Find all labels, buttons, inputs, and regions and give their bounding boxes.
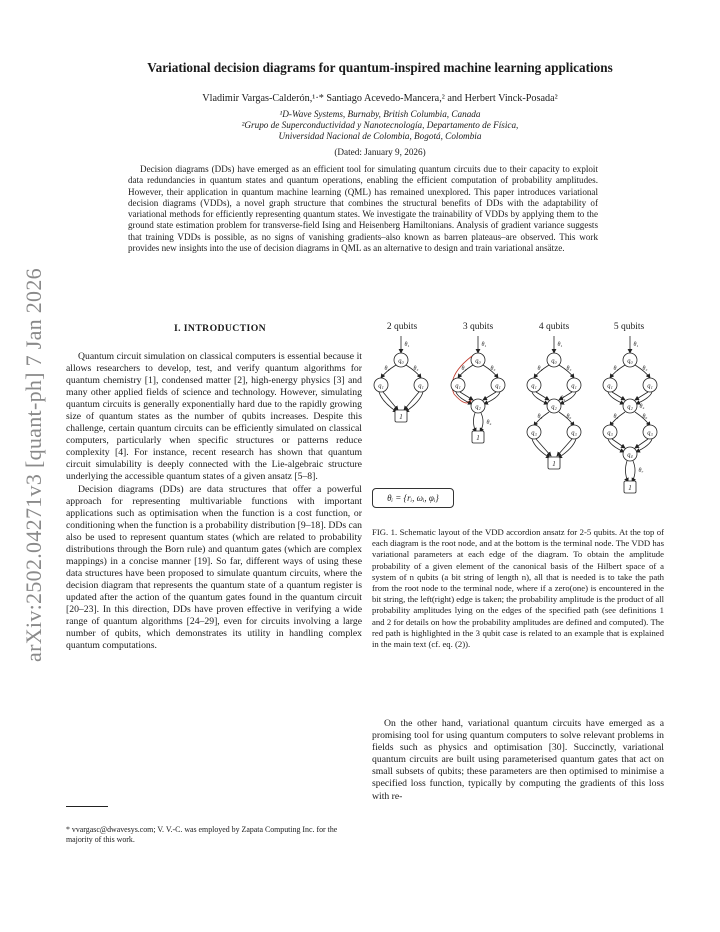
right-paragraph: On the other hand, variational quantum circuits have emerged as a promising tool for using quantum computers to solve relevant problems in fields such as physics and optimisation [30]. Succinctly, variational quantum circuits are built using parameterised quantum gates that act on small subsets of qubits; these parameters are then optimised to minimise a specified loss function, typically by computing the gradients of this loss with re-: [372, 718, 664, 802]
node-4q-r1-label: q₁: [571, 382, 577, 390]
node-5q-l3-label: q₃: [607, 429, 613, 437]
node-3q-r-label: q₁: [495, 382, 501, 390]
author-list: Vladimir Vargas-Calderón,¹·* Santiago Acevedo-Mancera,² and Herbert Vinck-Posada²: [202, 93, 558, 104]
affiliation-1: ¹D-Wave Systems, Burnaby, British Columbia, Canada: [279, 109, 481, 119]
edge-4q-l: [558, 439, 576, 458]
node-2q-l-label: q₁: [378, 382, 384, 390]
theta6-4q: θ₆: [566, 414, 572, 420]
node-4q-r3-label: q₃: [571, 429, 577, 437]
node-4q-l3-label: q₃: [531, 429, 537, 437]
node-2q-r-label: q₁: [418, 382, 424, 390]
theta3-2q: θ₃: [413, 366, 419, 372]
theta3-3q: θ₃: [490, 366, 496, 372]
edge-5q-n: [632, 461, 635, 482]
theta1-3: θ₁: [481, 342, 487, 348]
figure-caption: FIG. 1. Schematic layout of the VDD accordion ansatz for 2-5 qubits. At the top of each diagram is the root node, and at the bottom is the terminal node. The VDD has variational parameters at each edge of the diagram. To obtain the amplitude probability of a given element of the canonical basis of the Hilbert space of a system of n qubits (a bit string of length n), all that is needed is to take the path from the root node to the terminal node, where if a zero(one) is encountered in the bit string, the left(right) edge is taken; the probability amplitude is the product of all probability amplitudes lying on the edges of the specified path (see definitions 1 and 2 for details on how the probability amplitudes are defined and computed). The red path is highlighted in the 3 qubit case is related to an example that is explained in the main text (cf. eq. (2)).: [372, 527, 664, 650]
theta3-4q: θ₃: [566, 366, 572, 372]
section-heading: I. INTRODUCTION: [173, 323, 267, 334]
terminal-4q-label: 1: [552, 460, 556, 468]
theta2-3q: θ₂: [461, 366, 467, 372]
theta5-5q: θ₅: [613, 414, 619, 420]
affiliation-2: ²Grupo de Superconductividad y Nanotecnología, Departamento de Física,: [241, 120, 519, 130]
intro-paragraph-2: Decision diagrams (DDs) are data structures that offer a powerful approach for representing multivariable functions with important applications such as optimisation when the function is a cost function, or conditioning when the function is a probability distribution [9–18]. DDs can also be used to represent quantum states (which are related to probability distributions through the Born rule) and quantum gates (which are complex mappings) in a concise manner [19]. So far, different ways of using these data structures have been proposed to simulate quantum circuits, where the decision diagram that represents the quantum state of a quantum register is updated after the action of the quantum gates found in the quantum circuit [20–23]. In this direction, DDs have proven effective in verifying a wide range of quantum algorithms [24–29], even for circuits involving a large number of qubits, which demonstrates its utility in handling complex quantum computations.: [66, 483, 362, 652]
panel-label-2-qubits: 2 qubits: [386, 322, 418, 332]
arxiv-stamp: [12, 250, 56, 680]
panel-label-4-qubits: 4 qubits: [538, 322, 570, 332]
arxiv-stamp-text: arXiv:2502.04271v3 [quant-ph] 7 Jan 2026: [21, 268, 47, 662]
root-node-5-label: q₀: [627, 357, 633, 365]
theta4-4q: θ₄: [560, 396, 566, 402]
root-node-3-label: q₀: [475, 357, 481, 365]
theta4-3q: θ₄: [486, 420, 492, 426]
theta3-5q: θ₃: [642, 366, 648, 372]
left-column: [66, 351, 362, 652]
affiliation-2-cont: Universidad Nacional de Colombia, Bogotá, Colombia: [278, 131, 482, 141]
theta2-5q: θ₂: [613, 366, 619, 372]
panel-label-5-qubits: 5 qubits: [613, 322, 645, 332]
theta1-2: θ₁: [404, 342, 410, 348]
root-node-4-label: q₀: [551, 357, 557, 365]
node-5q-q4-label: q₄: [627, 451, 633, 459]
node-4q-l1-label: q₁: [531, 382, 537, 390]
dated-line: (Dated: January 9, 2026): [334, 147, 426, 157]
theta5-4q: θ₅: [537, 414, 543, 420]
edge-2q-d: [379, 392, 397, 412]
theta2-2q: θ₂: [384, 366, 390, 372]
terminal-3q-label: 1: [476, 434, 480, 442]
theta4-5q: θ₄: [639, 404, 645, 410]
terminal-2q-label: 1: [399, 413, 403, 421]
right-column: [372, 718, 664, 803]
terminal-5q-label: 1: [628, 484, 632, 492]
edge-3q-g: [473, 413, 476, 432]
theta6-5q: θ₆: [642, 414, 648, 420]
theta2-4q: θ₂: [537, 366, 543, 372]
theta1-4: θ₁: [557, 342, 563, 348]
root-node-2-label: q₀: [398, 357, 404, 365]
edge-2q-f: [405, 392, 423, 412]
parameter-legend: θᵢ = {rᵢ, ωᵢ, φᵢ}: [372, 488, 454, 508]
node-3q-l-label: q₁: [455, 382, 461, 390]
abstract: Decision diagrams (DDs) have emerged as an efficient tool for simulating quantum circuits due to their capacity to exploit data redundancies in quantum states and quantum operations, enabling the efficient computation of probability amplitudes. However, their application in quantum machine learning (QML) has remained unexplored. This paper introduces variational decision diagrams (VDDs), a novel graph structure that combines the structural benefits of DDs with the adaptability of variational methods for efficiently representing quantum states. We investigate the trainability of VDDs by applying them to the ground state estimation problem for transverse-field Ising and Heisenberg Hamiltonians. Analysis of gradient variance suggests that training VDDs is possible, as no signs of vanishing gradients–also known as barren plateaus–are observed. This work provides new insights into the use of decision diagrams in QML as an alternative to design and train variational ansätze.: [128, 164, 598, 254]
theta7-5q: θ₇: [638, 468, 644, 474]
edge-3q-h: [480, 413, 483, 432]
node-4q-mid-label: q₂: [551, 403, 557, 411]
paper-title: Variational decision diagrams for quantum-inspired machine learning applications: [147, 60, 613, 75]
node-5q-l1-label: q₁: [607, 382, 613, 390]
node-5q-r3-label: q₃: [647, 429, 653, 437]
intro-paragraph-1: Quantum circuit simulation on classical computers is essential because it allows researchers to develop, test, and verify quantum algorithms for quantum chemistry [1], condensed matter [2], high-energy physics [3] and many other applied fields of science and technology. However, simulating quantum circuits is generally exponentially hard due to the rapidly growing size of quantum states as the number of qubits increases. Despite this challenge, certain quantum circuits can be efficiently simulated on classical computers, particularly when specific structures or patterns reduce complexity [4]. For instance, recent research has shown that quantum circuit simulability is deeply connected with the Lie-algebraic structure underlying the accessible quantum states of a given ansatz [5–8].: [66, 351, 362, 483]
node-5q-mid-label: q₂: [627, 403, 633, 411]
panel-label-3-qubits: 3 qubits: [462, 322, 494, 332]
edge-5q-m: [625, 461, 628, 482]
footnote: * vvargasc@dwavesys.com; V. V.-C. was employed by Zapata Computing Inc. for the majority of this work.: [66, 825, 338, 844]
footnote-rule: [66, 806, 108, 807]
theta1-5: θ₁: [633, 342, 639, 348]
node-5q-r1-label: q₁: [647, 382, 653, 390]
edge-4q-k: [532, 439, 550, 458]
node-3q-mid-label: q₂: [475, 403, 481, 411]
